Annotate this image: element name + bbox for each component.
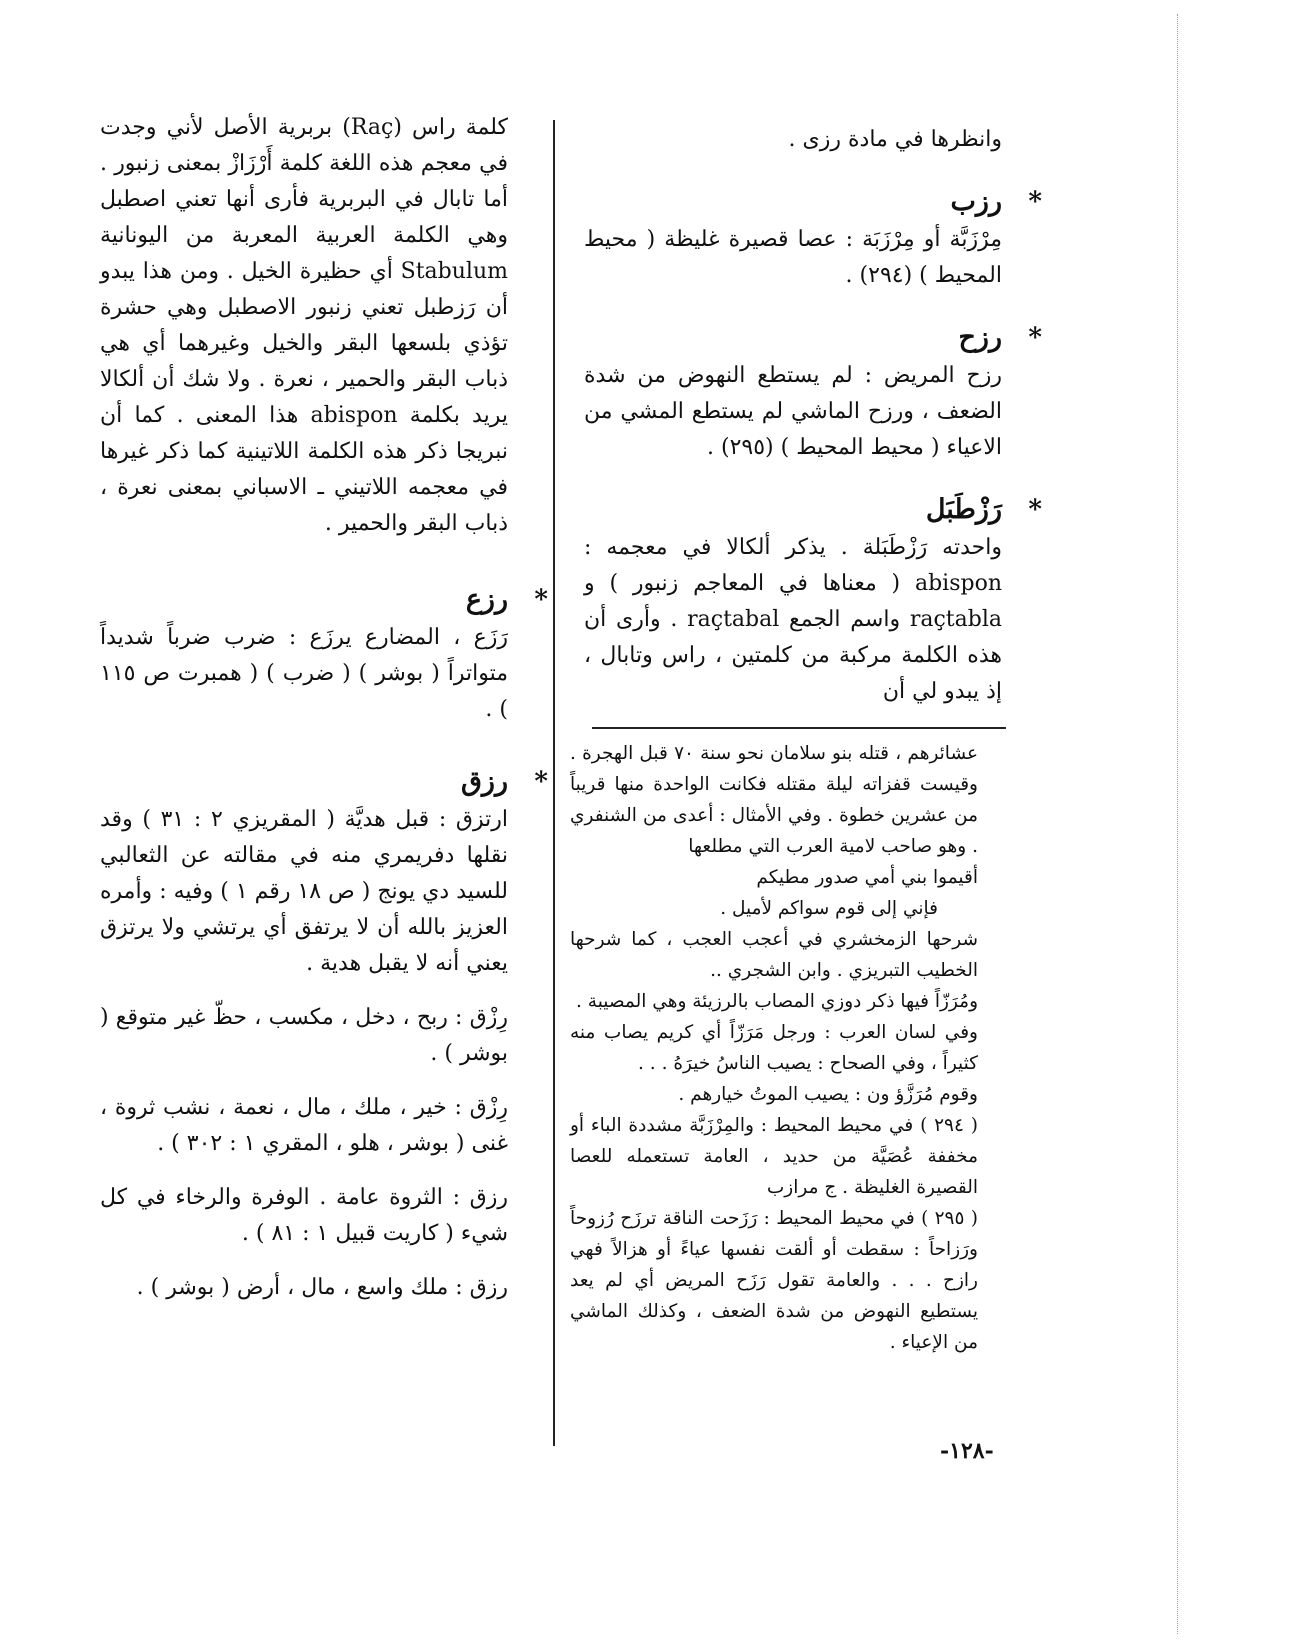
footnote-verse: فإني إلى قوم سواكم لأميل . <box>720 898 938 919</box>
entry-text: رَزَع ، المضارع يرزَع : ضرب ضرباً شديداً متواتراً ( بوشر ) ( ضرب ) ( همبرت ص ١١٥ ) . <box>100 625 508 722</box>
entry-headword: رزح <box>958 322 1002 353</box>
entry-raztabal <box>584 490 1042 710</box>
asterisk-icon: * <box>1028 187 1042 217</box>
footnote-294: ( ٢٩٤ ) في محيط المحيط : والمِرْزَبَّة مشددة الباء أو مخففة عُصَيَّة من حديد ، العامة تستعمله للعصا القصيرة الغليظة . ج مرازب <box>570 1115 978 1198</box>
right-column <box>584 122 1042 710</box>
footnote-text: وقوم مُرَزَّؤ ون : يصيب الموتُ خيارهم . <box>678 1084 978 1105</box>
entry-headword: رزب <box>950 186 1002 217</box>
footnote-text: ومُرَزّاً فيها ذكر دوزي المصاب بالرزيئة وهي المصيبة . <box>576 991 978 1012</box>
asterisk-icon: * <box>534 585 548 615</box>
entry-headword: رزع <box>465 584 508 615</box>
footnote-295: ( ٢٩٥ ) في محيط المحيط : رَزَحت الناقة ترزَح رُزوحاً ورَزاحاً : سقطت أو ألقت نفسها عياءً أو هزالاً فهي رازح . . . والعامة تقول رَزَح المريض أي لم يعد يستطيع النهوض من شدة الضعف ، وكذلك الماشي من الإعياء . <box>570 1208 978 1353</box>
entry-paragraph: رزق : ملك واسع ، مال ، أرض ( بوشر ) . <box>136 1275 508 1300</box>
column-divider <box>553 120 555 1446</box>
left-column <box>100 110 548 1306</box>
entry-text: واحدته رَزْطَبَلة . يذكر ألكالا في معجمه : abispon ( معناها في المعاجم زنبور ) و raçtabla واسم الجمع raçtabal . وأرى أن هذه الكلمة مركبة من كلمتين ، راس وتابال ، إذ يبدو لي أن <box>584 535 1002 704</box>
footnote-continued: عشائرهم ، قتله بنو سلامان نحو سنة ٧٠ قبل الهجرة . وقيست قفزاته ليلة مقتله فكانت الواحدة منها قريباً من عشرين خطوة . وفي الأمثال : أعدى من الشنفري . وهو صاحب لامية العرب التي مطلعها <box>570 743 978 857</box>
asterisk-icon: * <box>534 767 548 797</box>
intro-line: وانظرها في مادة رزى . <box>788 127 1002 152</box>
asterisk-icon: * <box>1028 323 1042 353</box>
entry-paragraph: ارتزق : قبل هديَّة ( المقريزي ٢ : ٣١ ) وقد نقلها دفريمري منه في مقالته عن الثعالبي للسيد دي يونج ( ص ١٨ رقم ١ ) وفيه : وأمره العزيز بالله أن لا يرتفق أي يرتشي ولا يرتزق يعني أنه لا يقبل هدية . <box>100 807 508 976</box>
entry-razab <box>584 182 1042 294</box>
entry-razaq <box>100 762 548 1306</box>
footnote-verse: أقيموا بني أمي صدور مطيكم <box>756 867 978 888</box>
entry-razah <box>584 318 1042 466</box>
entry-paragraph: رزق : الثروة عامة . الوفرة والرخاء في كل شيء ( كاريت قبيل ١ : ٨١ ) . <box>100 1185 508 1246</box>
page-edge-dotted-line <box>1177 14 1178 1634</box>
asterisk-icon: * <box>1028 495 1042 525</box>
continued-text: كلمة راس (Raç) بربرية الأصل لأني وجدت في معجم هذه اللغة كلمة أَرْزَازْ بمعنى زنبور . أما تابال في البربرية فأرى أنها تعني اصطبل وهي الكلمة العربية المعربة من اليونانية Stabulum أي حظيرة الخيل . ومن هذا يبدو أن رَزطبل تعني زنبور الاصطبل وهي حشرة تؤذي بلسعها البقر والخيل وغيرهما أي هي ذباب البقر والحمير ، نعرة . ولا شك أن ألكالا يريد بكلمة abispon هذا المعنى . كما أن نبريجا ذكر هذه الكلمة اللاتينية كما ذكر غيرها في معجمه اللاتيني ـ الاسباني بمعنى نعرة ، ذباب البقر والحمير . <box>100 115 508 536</box>
entry-paragraph: رِزْق : ربح ، دخل ، مكسب ، حظّ غير متوقع ( بوشر ) . <box>100 1005 508 1066</box>
footnote-separator <box>592 727 1006 729</box>
entry-raza <box>100 580 548 728</box>
footnote-text: شرحها الزمخشري في أعجب العجب ، كما شرحها الخطيب التبريزي . وابن الشجري .. <box>570 929 978 981</box>
entry-paragraph: رِزْق : خير ، ملك ، مال ، نعمة ، نشب ثروة ، غنى ( بوشر ، هلو ، المقري ١ : ٣٠٢ ) . <box>100 1095 508 1156</box>
page-number: -١٢٨- <box>940 1438 994 1464</box>
footnote-text: وفي لسان العرب : ورجل مَرَزّاً أي كريم يصاب منه كثيراً ، وفي الصحاح : يصيب الناسُ خيرَهُ . . . <box>570 1022 978 1074</box>
entry-headword: رَزْطَبَل <box>925 494 1002 525</box>
entry-text: رزح المريض : لم يستطع النهوض من شدة الضعف ، ورزح الماشي لم يستطع المشي من الاعياء ( محيط المحيط ) (٢٩٥) . <box>584 363 1002 460</box>
footnotes <box>570 738 978 1358</box>
entry-text: مِرْزَبَّة أو مِرْزَبَة : عصا قصيرة غليظة ( محيط المحيط ) (٢٩٤) . <box>584 227 1002 288</box>
entry-headword: رزق <box>460 766 508 797</box>
